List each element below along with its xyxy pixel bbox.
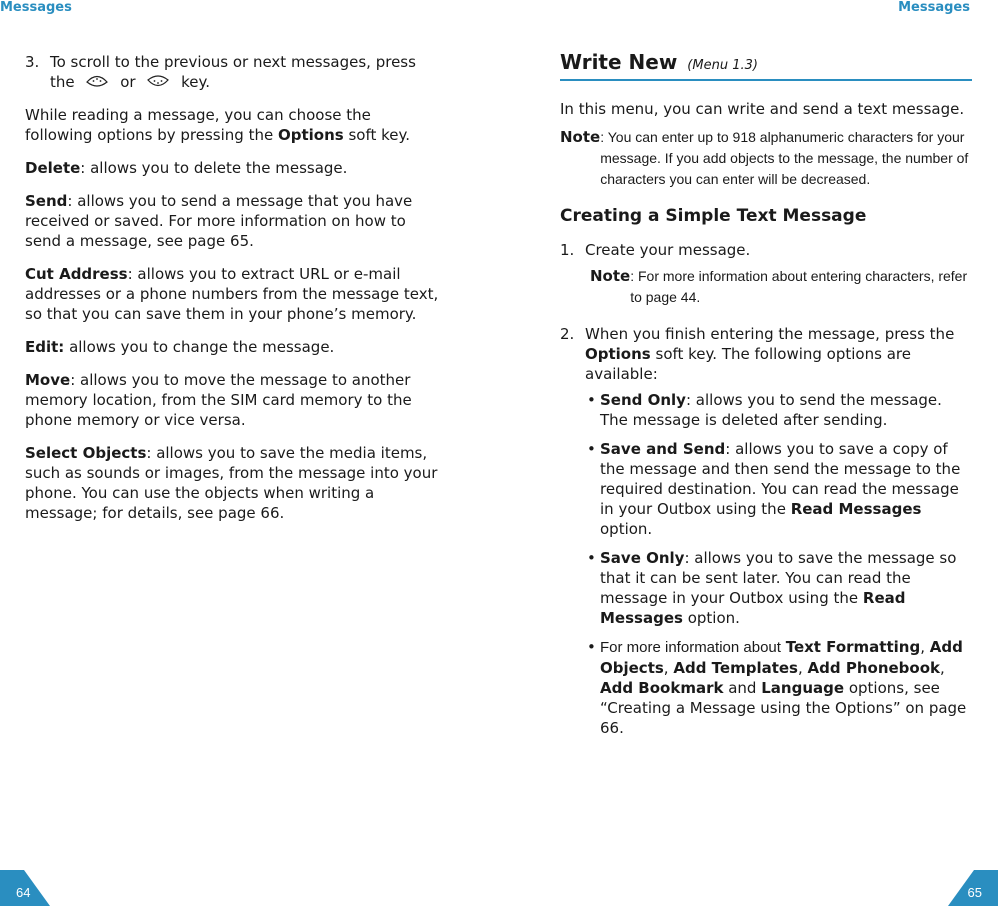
nav-up-key-icon (85, 73, 109, 89)
step-text-before: To scroll to the previous or next messages, press the (50, 53, 416, 91)
step-text: When you finish entering the message, press the Options soft key. The following options are available: (585, 325, 955, 383)
bullet-mark: • (587, 440, 596, 458)
list-item: • Send Only: allows you to send the message. The message is deleted after sending. (587, 391, 942, 429)
running-head-left: Messages (0, 0, 72, 15)
page-number: 64 (16, 885, 31, 900)
step-number: 2. (560, 325, 575, 343)
list-item: • Save Only: allows you to save the message so that it can be sent later. You can read the message in your Outbox using the Read Messages option. (587, 549, 957, 627)
step-text (50, 52, 441, 92)
option-delete: Delete: allows you to delete the message. (25, 159, 348, 177)
option-select-objects: Select Objects: allows you to save the media items, such as sounds or images, from the message into your phone. You can use the objects when writing a message; for details, see page 66. (25, 444, 438, 522)
note-label: Note (590, 267, 631, 285)
write-new-intro: In this menu, you can write and send a text message. (560, 100, 965, 118)
option-cut-address: Cut Address: allows you to extract URL or e-mail addresses or a phone numbers from the message text, so that you can save them in your phone’s memory. (25, 265, 439, 323)
bullet-mark: • (587, 638, 596, 656)
page-number-tab-left (0, 870, 50, 906)
step-number: 1. (560, 241, 575, 259)
bullet-mark: • (587, 391, 596, 409)
menu-reference: (Menu 1.3) (687, 58, 758, 73)
bullet-mark: • (587, 549, 596, 567)
step-text-after: key. (181, 73, 210, 91)
option-edit: Edit: allows you to change the message. (25, 338, 335, 356)
step-2 (560, 324, 972, 384)
section-title-text: Write New (560, 50, 678, 74)
note-label: Note (560, 128, 601, 146)
step-number: 3. (25, 53, 40, 71)
subsection-heading: Creating a Simple Text Message (560, 206, 867, 226)
note-entering-characters (590, 266, 972, 308)
step-text-or: or (120, 73, 136, 91)
left-page (25, 52, 441, 536)
right-page (560, 52, 972, 747)
step-1 (560, 240, 972, 260)
list-item: • Save and Send: allows you to save a copy of the message and then send the message to the required destination. You can read the message in your Outbox using the Read Messages option. (587, 440, 961, 538)
option-move: Move: allows you to move the message to another memory location, from the SIM card memory to the phone memory or vice versa. (25, 371, 412, 429)
step-text: Create your message. (585, 241, 751, 259)
option-send: Send: allows you to send a message that you have received or saved. For more information on how to send a message, see page 65. (25, 192, 413, 250)
section-title (560, 52, 972, 81)
step-3 (25, 52, 441, 92)
page-number-tab-right (948, 870, 998, 906)
page-number: 65 (967, 885, 982, 900)
nav-down-key-icon (146, 73, 170, 89)
note-character-limit (560, 127, 972, 190)
note-text: : For more information about entering characters, refer to page 44. (630, 268, 968, 305)
options-intro: While reading a message, you can choose the following options by pressing the Options soft key. (25, 106, 411, 144)
note-text: : You can enter up to 918 alphanumeric characters for your message. If you add objects to the message, the number of characters you can enter will be decreased. (600, 129, 969, 187)
option-list (587, 390, 972, 738)
running-head-right: Messages (898, 0, 970, 15)
list-item: • For more information about Text Formatting, Add Objects, Add Templates, Add Phonebook, Add Bookmark and Language options, see “Creating a Message using the Options” on page 66. (587, 638, 967, 737)
